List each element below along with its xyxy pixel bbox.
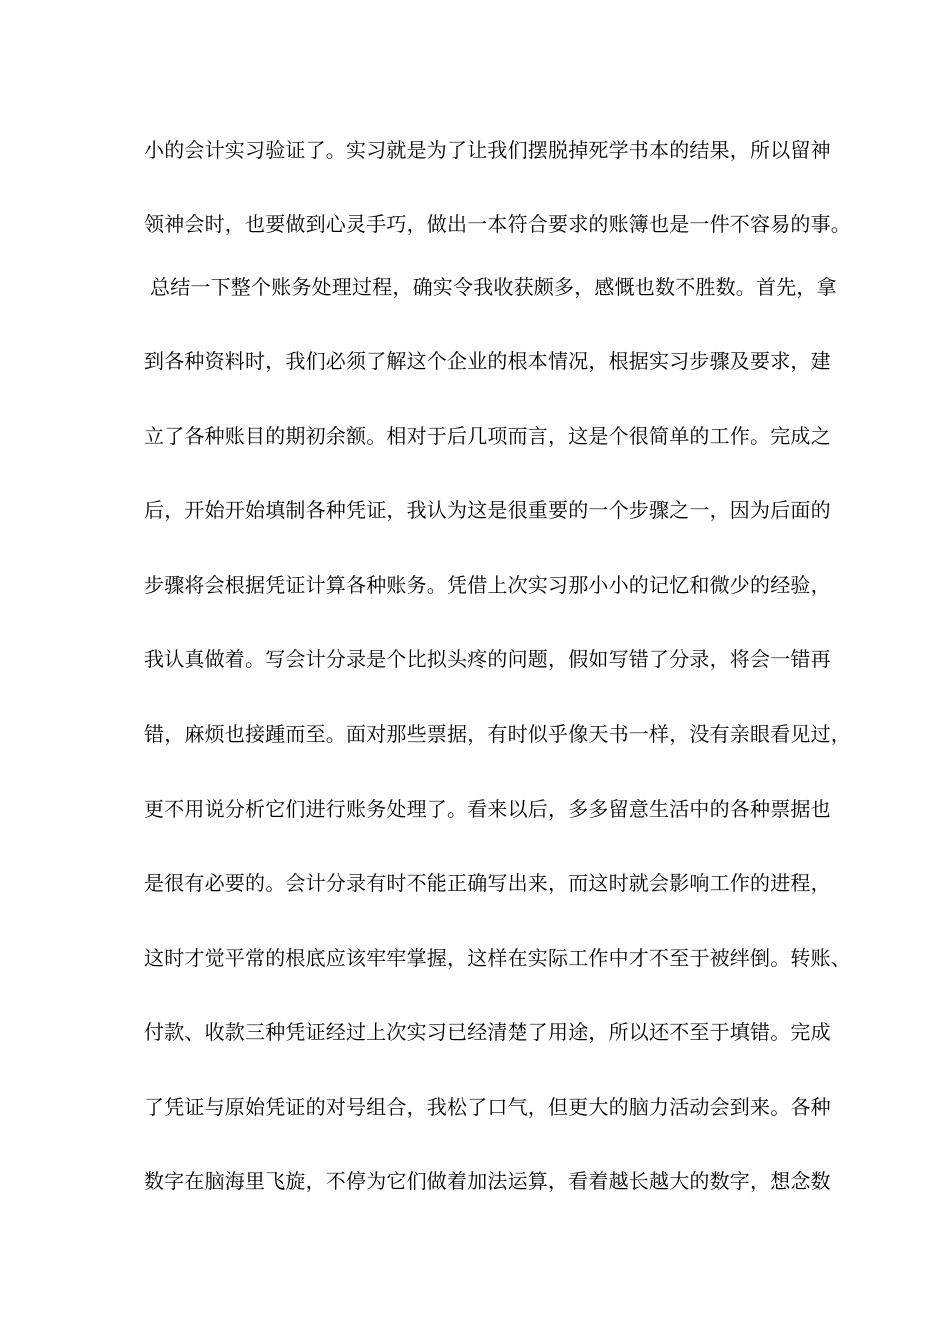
- paragraph-line: 总结一下整个账务处理过程，确实令我收获颇多，感慨也数不胜数。首先，拿: [150, 275, 837, 299]
- paragraph-line: 错，麻烦也接踵而至。面对那些票据，有时似乎像天书一样，没有亲眼看见过，: [144, 722, 851, 746]
- paragraph-line: 领神会时，也要做到心灵手巧，做出一本符合要求的账簿也是一件不容易的事。: [144, 212, 851, 236]
- paragraph-line: 了凭证与原始凭证的对号组合，我松了口气，但更大的脑力活动会到来。各种: [144, 1095, 831, 1119]
- paragraph-line: 步骤将会根据凭证计算各种账务。凭借上次实习那小小的记忆和微少的经验，: [144, 573, 831, 597]
- paragraph-line: 是很有必要的。会计分录有时不能正确写出来，而这时就会影响工作的进程，: [144, 871, 831, 895]
- paragraph-line: 更不用说分析它们进行账务处理了。看来以后，多多留意生活中的各种票据也: [144, 797, 831, 821]
- paragraph-line: 付款、收款三种凭证经过上次实习已经清楚了用途，所以还不至于填错。完成: [144, 1020, 831, 1044]
- paragraph-line: 小的会计实习验证了。实习就是为了让我们摆脱掉死学书本的结果，所以留神: [144, 138, 831, 162]
- paragraph-line: 立了各种账目的期初余额。相对于后几项而言，这是个很简单的工作。完成之: [144, 424, 831, 448]
- paragraph-line: 后，开始开始填制各种凭证，我认为这是很重要的一个步骤之一，因为后面的: [144, 498, 831, 522]
- paragraph-line: 数字在脑海里飞旋，不停为它们做着加法运算，看着越长越大的数字，想念数: [144, 1169, 831, 1193]
- paragraph-line: 到各种资料时，我们必须了解这个企业的根本情况，根据实习步骤及要求，建: [144, 349, 831, 373]
- paragraph-line: 这时才觉平常的根底应该牢牢掌握，这样在实际工作中才不至于被绊倒。转账、: [144, 946, 851, 970]
- paragraph-line: 我认真做着。写会计分录是个比拟头疼的问题，假如写错了分录，将会一错再: [144, 647, 831, 671]
